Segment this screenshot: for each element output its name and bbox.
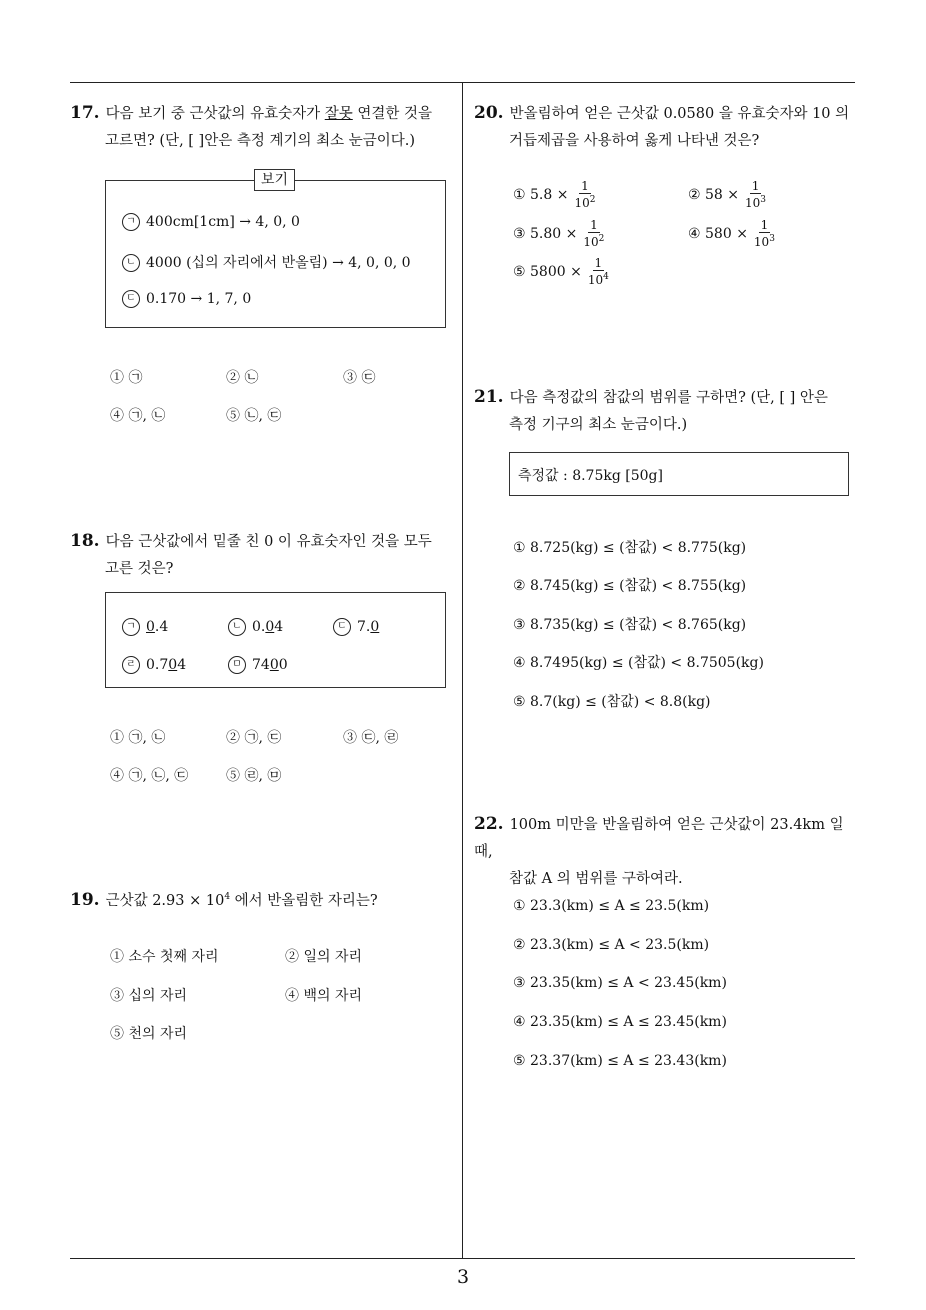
answer-option-3[interactable]: ③ 십의 자리 (110, 988, 187, 1004)
answer-option-1[interactable]: ① 5.8 × $\frac{1}{10^2}$ (513, 179, 596, 210)
bottom-rule (70, 1258, 855, 1259)
example-item: ㄴ 0.04 (228, 618, 283, 636)
question-22 (474, 811, 864, 893)
question-text: 다음 측정값의 참값의 범위를 구하면? (단, [ ] 안은 (509, 390, 828, 406)
answer-option-2[interactable]: ② 일의 자리 (285, 949, 362, 965)
question-text-line2: 참값 A 의 범위를 구하여라. (509, 871, 683, 887)
example-item: ㄱ 400cm[1cm] → 4, 0, 0 (122, 213, 300, 231)
answer-option-5[interactable]: ⑤ ㉡, ㉢ (226, 408, 282, 424)
question-text: 반올림하여 얻은 근삿값 0.0580 을 유효숫자와 10 의 (509, 106, 850, 122)
question-text-line2: 측정 기구의 최소 눈금이다.) (509, 417, 688, 433)
example-item: ㄹ 0.704 (122, 656, 186, 674)
answer-option-1[interactable]: ① ㉠, ㉡ (110, 730, 166, 746)
question-text: 다음 근삿값에서 밑줄 친 0 이 유효숫자인 것을 모두 (105, 534, 432, 550)
question-number: 21. (474, 387, 504, 407)
example-box-title: 보기 (254, 169, 295, 191)
example-item: ㄱ 0.4 (122, 618, 168, 636)
answer-option-1[interactable]: ① 소수 첫째 자리 (110, 949, 219, 965)
question-text: 다음 보기 중 근삿값의 유효숫자가 잘못 연결한 것을 (105, 106, 433, 122)
answer-option-2[interactable]: ② ㉠, ㉢ (226, 730, 282, 746)
fraction: $\frac{1}{10^2}$ (583, 218, 605, 249)
answer-option-3[interactable]: ③ 23.35(km) ≤ A < 23.45(km) (513, 975, 727, 991)
answer-option-5[interactable]: ⑤ 천의 자리 (110, 1026, 187, 1042)
question-text-line2: 거듭제곱을 사용하여 옳게 나타낸 것은? (509, 133, 760, 149)
question-number: 17. (70, 103, 100, 123)
answer-option-5[interactable]: ⑤ 8.7(kg) ≤ (참값) < 8.8(kg) (513, 694, 711, 710)
answer-option-4[interactable]: ④ 23.35(km) ≤ A ≤ 23.45(km) (513, 1014, 727, 1030)
column-divider (462, 83, 463, 1259)
question-number: 18. (70, 531, 100, 551)
answer-option-4[interactable]: ④ ㉠, ㉡, ㉢ (110, 768, 189, 784)
answer-option-5[interactable]: ⑤ 23.37(km) ≤ A ≤ 23.43(km) (513, 1053, 727, 1069)
answer-option-1[interactable]: ① 23.3(km) ≤ A ≤ 23.5(km) (513, 898, 710, 914)
question-number: 20. (474, 103, 504, 123)
answer-option-2[interactable]: ② 58 × $\frac{1}{10^3}$ (688, 179, 767, 210)
question-number: 22. (474, 814, 504, 834)
answer-option-5[interactable]: ⑤ 5800 × $\frac{1}{10^4}$ (513, 256, 609, 287)
question-text: 근삿값 $2.93 \times 10^4$ 에서 반올림한 자리는? (105, 892, 378, 909)
answer-option-2[interactable]: ② 8.745(kg) ≤ (참값) < 8.755(kg) (513, 578, 747, 594)
page-number: 3 (456, 1266, 470, 1288)
question-17 (70, 100, 460, 155)
answer-option-5[interactable]: ⑤ ㉣, ㉤ (226, 768, 282, 784)
question-text: 100m 미만을 반올림하여 얻은 근삿값이 23.4km 일 때, (474, 817, 844, 860)
example-item: ㄴ 4000 (십의 자리에서 반올림) → 4, 0, 0, 0 (122, 252, 411, 272)
answer-option-3[interactable]: ③ ㉢, ㉣ (343, 730, 399, 746)
measurement-text: 측정값 : 8.75kg [50g] (518, 468, 663, 484)
answer-option-3[interactable]: ③ ㉢ (343, 370, 376, 386)
question-text-line2: 고르면? (단, [ ]안은 측정 계기의 최소 눈금이다.) (105, 133, 416, 149)
example-item: ㄷ 7.0 (333, 618, 379, 636)
fraction: $\frac{1}{10^3}$ (753, 218, 775, 249)
example-item: ㅁ 7400 (228, 656, 288, 674)
answer-option-4[interactable]: ④ 8.7495(kg) ≤ (참값) < 8.7505(kg) (513, 655, 764, 671)
fraction: $\frac{1}{10^4}$ (587, 256, 609, 287)
question-text-line2: 고른 것은? (105, 561, 174, 577)
question-19 (70, 884, 460, 915)
fraction: $\frac{1}{10^2}$ (574, 179, 596, 210)
answer-option-2[interactable]: ② ㉡ (226, 370, 259, 386)
question-21 (474, 384, 864, 439)
question-20 (474, 100, 864, 155)
question-number: 19. (70, 889, 100, 910)
answer-option-1[interactable]: ① 8.725(kg) ≤ (참값) < 8.775(kg) (513, 540, 747, 556)
answer-option-4[interactable]: ④ ㉠, ㉡ (110, 408, 166, 424)
answer-option-4[interactable]: ④ 백의 자리 (285, 988, 362, 1004)
answer-option-3[interactable]: ③ 8.735(kg) ≤ (참값) < 8.765(kg) (513, 617, 747, 633)
example-item: ㄷ 0.170 → 1, 7, 0 (122, 290, 251, 308)
question-18 (70, 528, 460, 583)
answer-option-1[interactable]: ① ㉠ (110, 370, 143, 386)
fraction: $\frac{1}{10^3}$ (745, 179, 767, 210)
answer-option-3[interactable]: ③ 5.80 × $\frac{1}{10^2}$ (513, 218, 605, 249)
answer-option-2[interactable]: ② 23.3(km) ≤ A < 23.5(km) (513, 937, 710, 953)
answer-option-4[interactable]: ④ 580 × $\frac{1}{10^3}$ (688, 218, 775, 249)
